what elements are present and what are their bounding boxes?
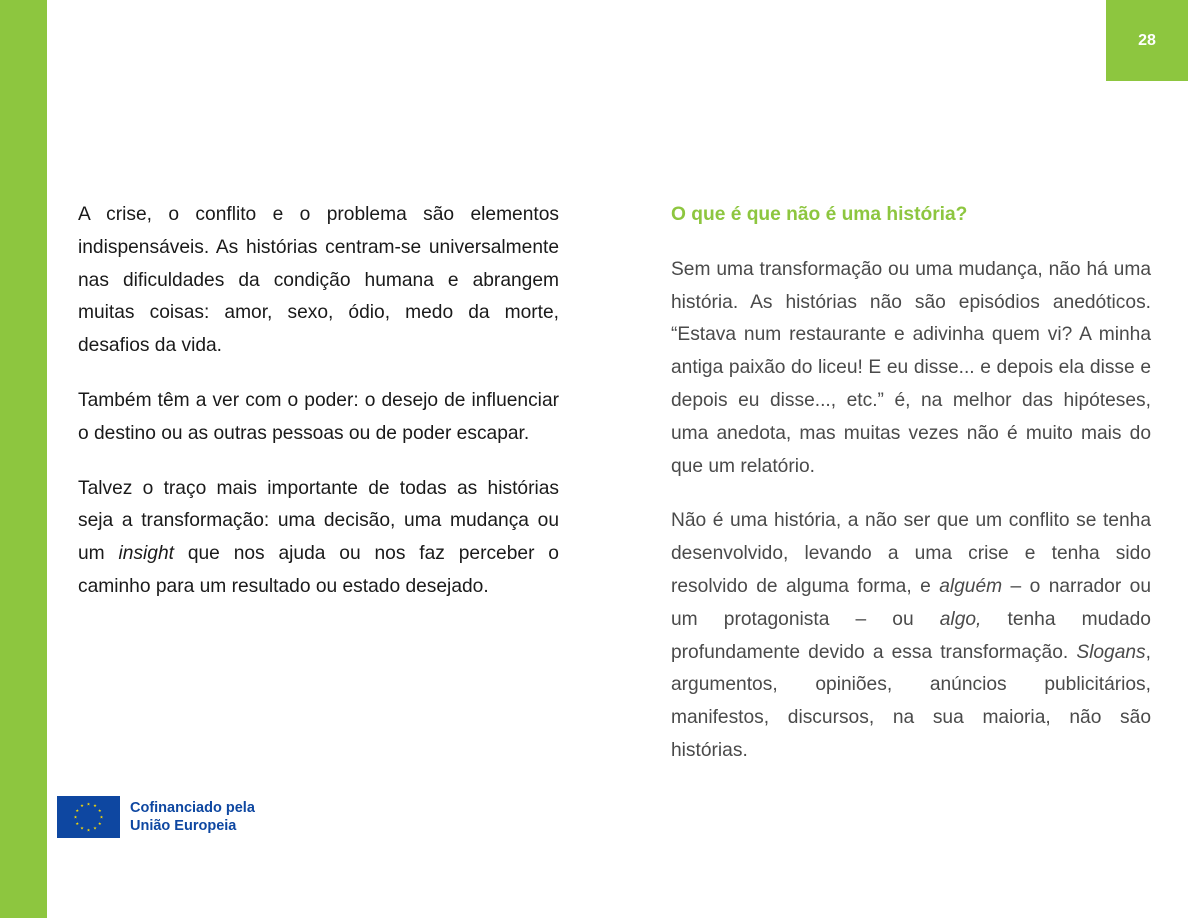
- left-column: [78, 199, 559, 626]
- right-p2-slogans: Slogans: [1076, 641, 1146, 663]
- right-p2-text-c: – o narrador ou um protagonista – ou: [671, 575, 1151, 630]
- left-paragraph-2: Também têm a ver com o poder: o desejo de influenciar o destino ou as outras pessoas ou de poder escapar.: [78, 389, 559, 444]
- eu-star: ★: [93, 803, 97, 809]
- eu-star: ★: [99, 814, 104, 820]
- left-accent-bar: [0, 0, 47, 918]
- eu-star: ★: [73, 814, 78, 820]
- right-paragraph-2: [671, 505, 1151, 767]
- left-p3-text-a: Talvez o traço mais importante de todas as histórias seja a transformação: uma decisão, uma mudança ou um: [78, 477, 559, 565]
- right-column: [671, 199, 1151, 790]
- eu-logo-line-1: Cofinanciado pela: [130, 800, 255, 816]
- eu-flag-icon: [57, 796, 120, 838]
- left-paragraph-1: A crise, o conflito e o problema são elementos indispensáveis. As histórias centram-se universalmente nas dificuldades da condição humana e abrangem muitas coisas: amor, sexo, ódio, medo da morte, desafios da vida.: [78, 204, 559, 357]
- right-p2-text-a: Não é uma história, a não ser que um conflito se tenha desenvolvido, levando a uma crise e tenha sido resolvido de alguma forma, e: [671, 510, 1151, 597]
- eu-star: ★: [97, 807, 102, 813]
- page-number-tab: [1106, 0, 1188, 81]
- eu-star: ★: [75, 807, 80, 813]
- section-heading: O que é que não é uma história?: [671, 204, 968, 225]
- page-number: 28: [1138, 31, 1156, 49]
- left-p3-insight: insight: [118, 543, 174, 565]
- right-p2-text-e: tenha mudado profundamente devido a essa transformação.: [671, 608, 1151, 663]
- eu-cofunding-logo: [57, 796, 255, 838]
- eu-star: ★: [80, 803, 84, 809]
- eu-star: ★: [80, 825, 84, 831]
- right-p2-alguem: alguém: [939, 575, 1003, 597]
- eu-logo-text: [130, 799, 255, 835]
- eu-star: ★: [86, 801, 91, 807]
- eu-star: ★: [86, 827, 91, 833]
- eu-logo-line-2: União Europeia: [130, 818, 237, 834]
- right-p2-algo: algo,: [939, 608, 982, 630]
- eu-star: ★: [93, 825, 97, 831]
- eu-star: ★: [75, 820, 80, 826]
- right-p2-text-g: , argumentos, opiniões, anúncios publicitários, manifestos, discursos, na sua maioria, não são histórias.: [671, 641, 1151, 761]
- left-paragraph-3: [78, 473, 559, 604]
- left-p3-text-b: que nos ajuda ou nos faz perceber o caminho para um resultado ou estado desejado.: [78, 543, 559, 597]
- eu-star: ★: [97, 820, 102, 826]
- right-paragraph-1: Sem uma transformação ou uma mudança, não há uma história. As histórias não são episódios anedóticos. “Estava num restaurante e adivinha quem vi? A minha antiga paixão do liceu! E eu disse... e depois ela disse e depois eu disse..., etc.” é, na melhor das hipóteses, uma anedota, mas muitas vezes não é muito mais do que um relatório.: [671, 258, 1151, 477]
